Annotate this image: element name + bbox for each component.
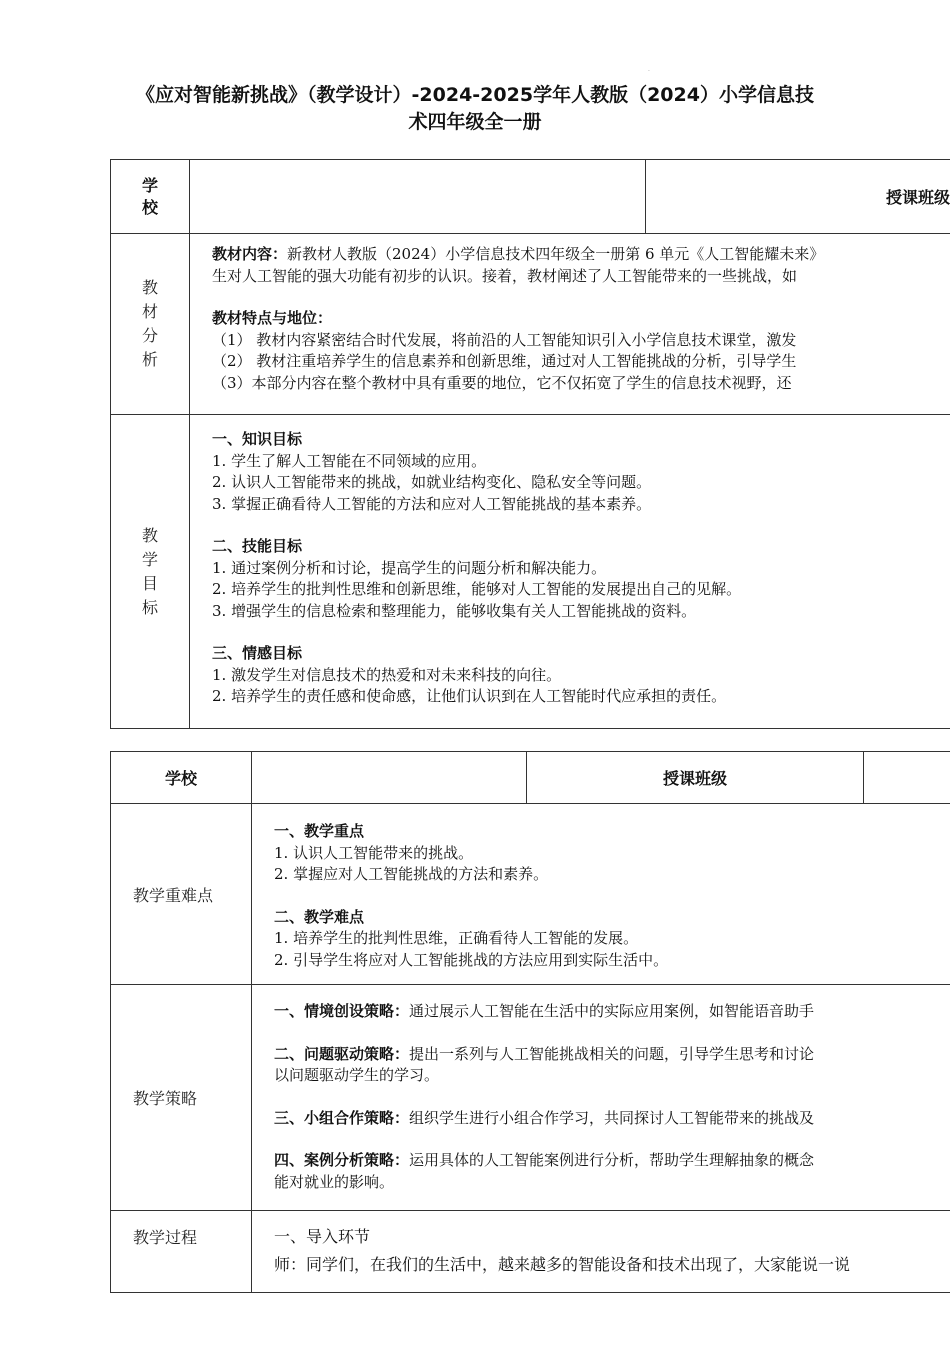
- focus-title: 一、教学重点: [274, 822, 365, 840]
- strategy-text: 通过展示人工智能在生活中的实际应用案例，如智能语音助手: [409, 1002, 815, 1020]
- goals-label-cell: [111, 415, 190, 729]
- strategy-title: 三、小组合作策略：: [274, 1108, 410, 1127]
- strategy-title: 一、情境创设策略：: [274, 1002, 410, 1020]
- strategy-label-cell: [111, 985, 252, 1211]
- feature-title: 教材特点与地位：: [212, 309, 333, 327]
- emotion-title: 三、情感目标: [212, 644, 303, 662]
- teaching-plan-table: [110, 751, 950, 1293]
- difficulty-item: 1. 培养学生的批判性思维，正确看待人工智能的发展。: [274, 929, 639, 947]
- difficulty-item: 2. 引导学生将应对人工智能挑战的方法应用到实际生活中。: [274, 950, 669, 969]
- feature-item: （3）本部分内容在整个教材中具有重要的地位，它不仅拓宽了学生的信息技术视野，还: [212, 373, 792, 392]
- process-content: [252, 1211, 950, 1293]
- lesson-info-table: [110, 159, 950, 729]
- school-label-2: 学校: [164, 769, 197, 788]
- emotion-item: 1. 激发学生对信息技术的热爱和对未来科技的向往。: [212, 665, 562, 684]
- process-line: 师：同学们，在我们的生活中，越来越多的智能设备和技术出现了，大家能说一说: [274, 1255, 851, 1274]
- page-mark: ·: [648, 68, 650, 75]
- strategy-text: 以问题驱动学生的学习。: [274, 1066, 440, 1084]
- class-label-2: 授课班级: [662, 769, 727, 788]
- key-points-label-cell: [111, 804, 252, 985]
- focus-item: 2. 掌握应对人工智能挑战的方法和素养。: [274, 865, 549, 883]
- analysis-content: [190, 234, 950, 415]
- emotion-item: 2. 培养学生的责任感和使命感，让他们认识到在人工智能时代应承担的责任。: [212, 687, 727, 705]
- analysis-label: 教 材 分 析: [141, 278, 158, 369]
- strategy-label: 教学策略: [133, 1089, 198, 1108]
- content-title: 教材内容：: [212, 245, 288, 263]
- class-value-cell-2[interactable]: [864, 752, 950, 804]
- knowledge-item: 1. 学生了解人工智能在不同领域的应用。: [212, 451, 487, 470]
- goals-content: [190, 415, 950, 729]
- knowledge-title: 一、知识目标: [212, 430, 303, 448]
- school-label-cell: [111, 160, 190, 234]
- strategy-text: 运用具体的人工智能案例进行分析，帮助学生理解抽象的概念: [409, 1151, 815, 1169]
- school-label: 学 校: [141, 175, 158, 217]
- strategy-text: 提出一系列与人工智能挑战相关的问题，引导学生思考和讨论: [409, 1044, 815, 1063]
- title-line-2: 术四年级全一册: [408, 111, 542, 133]
- feature-item: （2） 教材注重培养学生的信息素养和创新思维，通过对人工智能挑战的分析，引导学生: [212, 352, 797, 370]
- title-line-1: 《应对智能新挑战》（教学设计）-2024-2025学年人教版（2024）小学信息技: [136, 84, 814, 106]
- strategy-title: 二、问题驱动策略：: [274, 1044, 410, 1063]
- school-value-cell-2[interactable]: [252, 752, 527, 804]
- process-label: 教学过程: [133, 1228, 198, 1247]
- class-label-cell-2: [527, 752, 864, 804]
- strategy-text: 能对就业的影响。: [274, 1172, 395, 1191]
- skill-title: 二、技能目标: [212, 537, 303, 555]
- skill-item: 2. 培养学生的批判性思维和创新思维，能够对人工智能的发展提出自己的见解。: [212, 580, 742, 598]
- key-points-label: 教学重难点: [133, 885, 214, 905]
- process-label-cell: [111, 1211, 252, 1293]
- strategy-content: [252, 985, 950, 1211]
- difficulty-title: 二、教学难点: [274, 907, 365, 926]
- knowledge-item: 3. 掌握正确看待人工智能的方法和应对人工智能挑战的基本素养。: [212, 494, 652, 513]
- feature-item: （1） 教材内容紧密结合时代发展，将前沿的人工智能知识引入小学信息技术课堂，激发: [212, 330, 797, 349]
- analysis-label-cell: [111, 234, 190, 415]
- content-line-2: 生对人工智能的强大功能有初步的认识。接着，教材阐述了人工智能带来的一些挑战，如: [212, 266, 798, 285]
- strategy-text: 组织学生进行小组合作学习，共同探讨人工智能带来的挑战及: [409, 1108, 815, 1127]
- goals-label: 教 学 目 标: [141, 525, 158, 617]
- class-label: 授课班级: [886, 188, 950, 207]
- knowledge-item: 2. 认识人工智能带来的挑战，如就业结构变化、隐私安全等问题。: [212, 473, 652, 491]
- document-title: [0, 82, 950, 136]
- key-points-content: [252, 804, 950, 985]
- school-label-cell-2: [111, 752, 252, 804]
- focus-item: 1. 认识人工智能带来的挑战。: [274, 843, 474, 862]
- skill-item: 1. 通过案例分析和讨论，提高学生的问题分析和解决能力。: [212, 558, 607, 577]
- process-section: 一、导入环节: [274, 1227, 371, 1246]
- skill-item: 3. 增强学生的信息检索和整理能力，能够收集有关人工智能挑战的资料。: [212, 601, 697, 620]
- class-label-cell: [646, 160, 950, 234]
- school-value-cell[interactable]: [190, 160, 646, 234]
- strategy-title: 四、案例分析策略：: [274, 1151, 410, 1169]
- content-line-1: 新教材人教版（2024）小学信息技术四年级全一册第 6 单元《人工智能耀未来》: [287, 245, 825, 263]
